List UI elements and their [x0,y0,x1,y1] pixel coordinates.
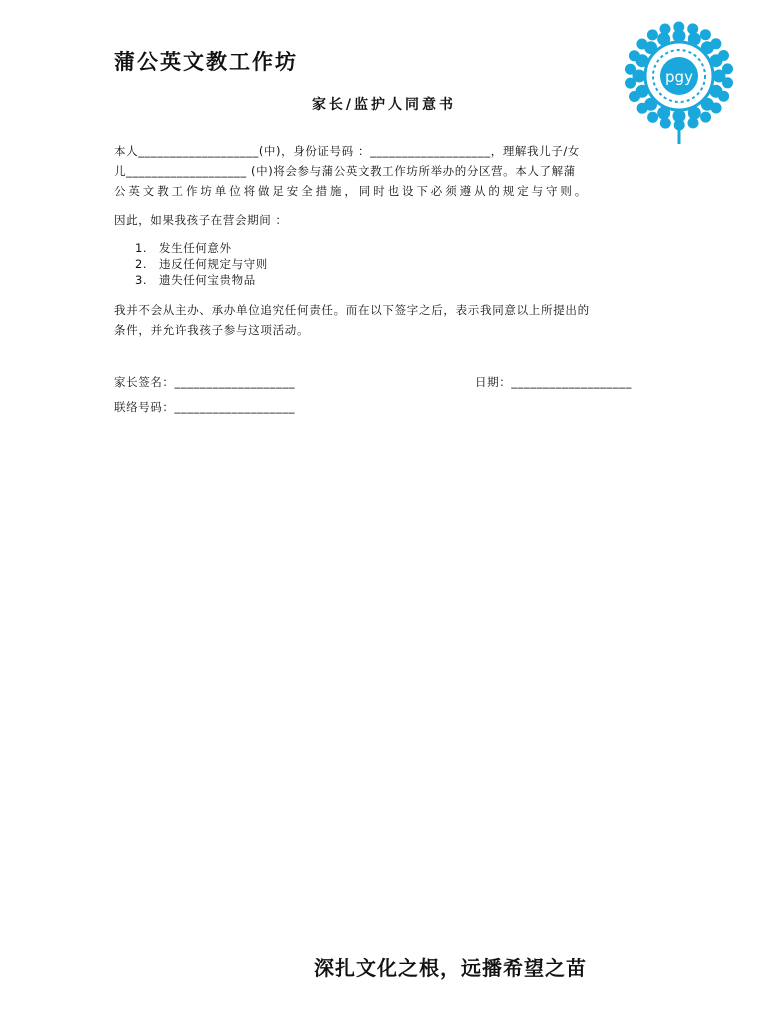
consent-paragraph-2: 因此，如果我孩子在营会期间 ： [114,213,288,227]
list-item: 1. 发生任何意外 [135,241,232,255]
list-item: 3. 遗失任何宝贵物品 [135,273,256,287]
consent-line-5: 条件，并允许我孩子参与这项活动。 [114,323,310,337]
parent-signature-field[interactable]: 家长签名：___________________ [114,375,296,389]
consent-line-1: 本人___________________(中)，身份证号码 ：___________________，理解我儿子/女 [114,144,580,158]
org-name: 蒲公英文教工作坊 [114,49,298,74]
consent-line-2: 儿___________________ (中)将会参与蒲公英文教工作坊所举办的分区营。本人了解蒲 [114,164,576,178]
date-field[interactable]: 日期：___________________ [475,375,632,389]
consent-paragraph-1 [114,141,659,201]
logo-stem [678,126,681,144]
logo-text: pgy [665,68,693,86]
dandelion-logo [620,14,738,144]
consent-paragraph-3 [114,300,659,340]
document-title: 家长/监护人同意书 [311,97,457,113]
contact-number-field[interactable]: 联络号码：___________________ [114,400,296,414]
footer-slogan: 深扎文化之根，远播希望之苗 [314,956,587,980]
consent-line-3: 公英文教工作坊单位将做足安全措施，同时也设下必须遵从的规定与守则。 [114,184,590,198]
list-item: 2. 违反任何规定与守则 [135,257,268,271]
conditions-list [135,240,268,288]
consent-line-4: 我并不会从主办、承办单位追究任何责任。而在以下签字之后，表示我同意以上所提出的 [114,303,590,317]
